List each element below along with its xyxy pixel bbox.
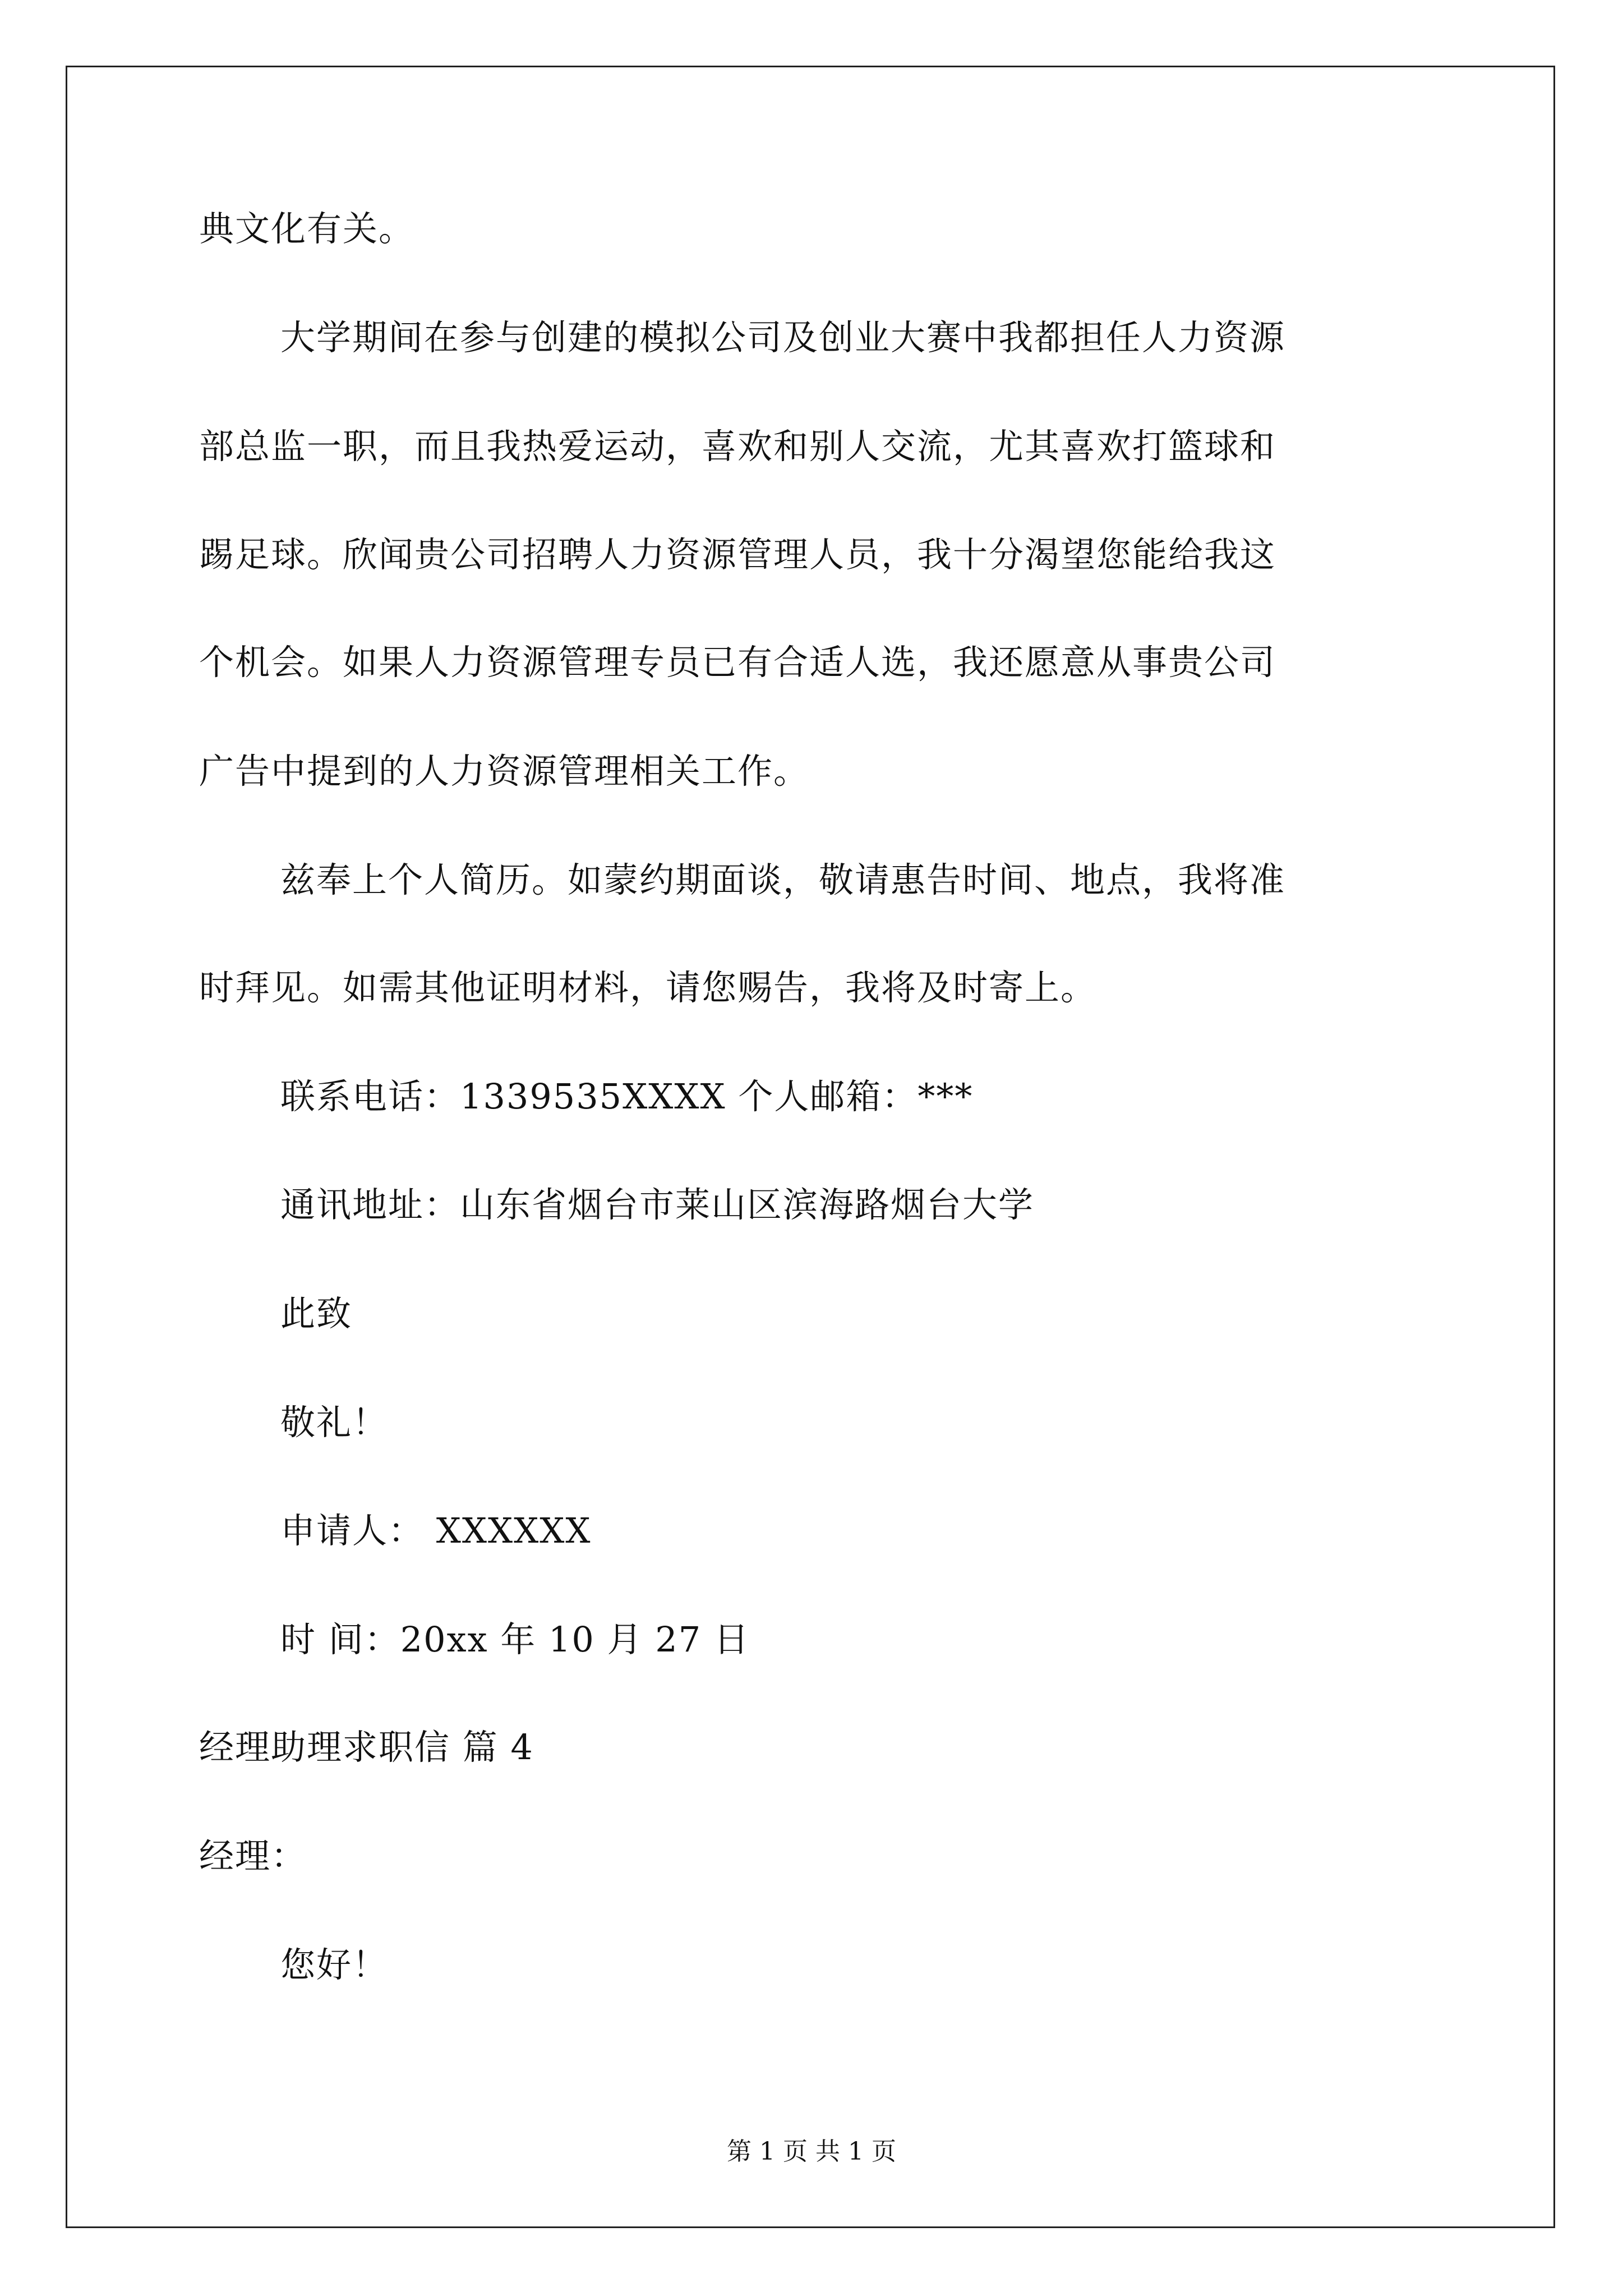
letter-greeting: 您好！	[280, 1944, 389, 1985]
contact-address: 通讯地址：山东省烟台市莱山区滨海路烟台大学	[280, 1184, 1035, 1225]
text-line: 兹奉上个人简历。如蒙约期面谈，敬请惠告时间、地点，我将准	[280, 859, 1286, 900]
text-line: 广告中提到的人力资源管理相关工作。	[199, 751, 810, 792]
contact-phone-email: 联系电话：1339535XXXX 个人邮箱：***	[280, 1076, 974, 1117]
closing-salutation: 此致	[280, 1293, 353, 1334]
text-line: 大学期间在参与创建的模拟公司及创业大赛中我都担任人力资源	[280, 317, 1286, 358]
text-line: 踢足球。欣闻贵公司招聘人力资源管理人员，我十分渴望您能给我这	[199, 534, 1276, 575]
page-footer: 第 1 页 共 1 页	[727, 2137, 896, 2166]
letter-date: 时 间：20xx 年 10 月 27 日	[280, 1619, 750, 1660]
closing-regards: 敬礼！	[280, 1402, 389, 1443]
text-line: 时拜见。如需其他证明材料，请您赐告，我将及时寄上。	[199, 967, 1097, 1008]
text-line: 部总监一职，而且我热爱运动，喜欢和别人交流，尤其喜欢打篮球和	[199, 426, 1276, 467]
letter-addressee: 经理：	[199, 1835, 307, 1876]
page-border	[66, 66, 1555, 2228]
section-heading: 经理助理求职信 篇 4	[199, 1727, 534, 1768]
text-line: 个机会。如果人力资源管理专员已有合适人选，我还愿意从事贵公司	[199, 642, 1276, 683]
text-line: 典文化有关。	[199, 208, 415, 249]
applicant-name: 申请人： XXXXXX	[280, 1510, 592, 1551]
